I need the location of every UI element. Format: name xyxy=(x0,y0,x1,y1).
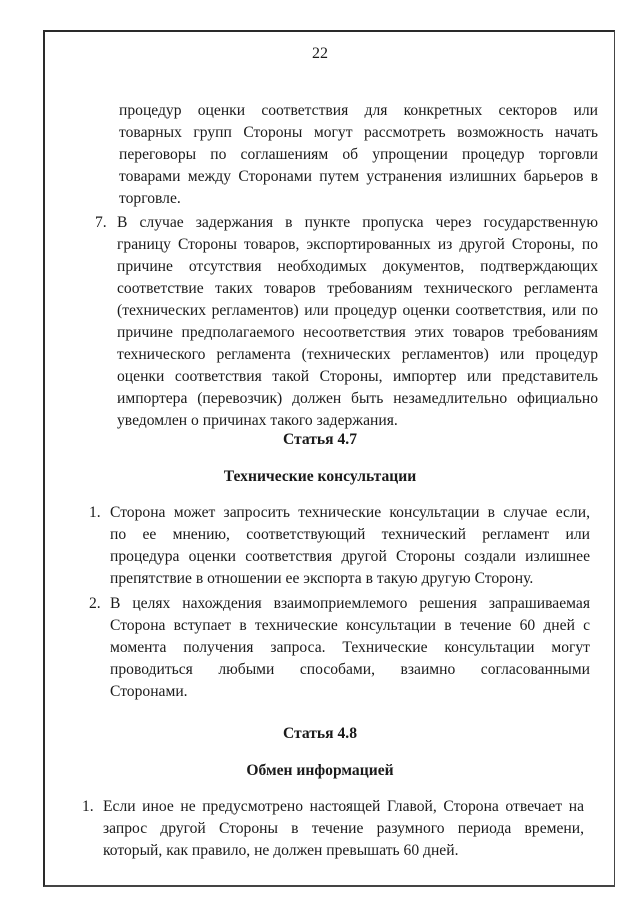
text-line: Сторонами. xyxy=(110,683,188,700)
article-subtitle: Обмен информацией xyxy=(246,762,394,779)
text-line: Сторона может запросить технические консультации в случае если, xyxy=(110,504,590,521)
text-line: В целях нахождения взаимоприемлемого решения запрашиваемая xyxy=(110,595,590,612)
text-line: препятствие в отношении ее экспорта в такую другую Сторону. xyxy=(110,570,534,587)
text-line: Сторона вступает в технические консультации в течение 60 дней с xyxy=(110,617,590,634)
text-line: соответствие таких товаров требованиям технического регламента xyxy=(117,280,598,297)
text-line: переговоры по соглашениям об упрощении процедур торговли xyxy=(119,146,598,163)
item-7-paragraph xyxy=(117,212,598,432)
item-number: 1. xyxy=(89,504,101,521)
text-line: Если иное не предусмотрено настоящей Главой, Сторона отвечает на xyxy=(103,798,584,815)
text-line: В случае задержания в пункте пропуска через государственную xyxy=(117,214,598,231)
text-line: запрос другой Стороны в течение разумного периода времени, xyxy=(103,820,584,837)
text-line: торговле. xyxy=(119,190,181,207)
article-title: Статья 4.8 xyxy=(282,725,358,742)
text-line: причине отсутствия необходимых документов, подтверждающих xyxy=(117,258,598,275)
article-subtitle: Технические консультации xyxy=(223,468,417,485)
text-line: процедур оценки соответствия для конкретных секторов или xyxy=(119,102,598,119)
text-line: технического регламента (технических регламентов) или процедур xyxy=(117,346,598,363)
text-line: импортера (перевозчик) должен быть незамедлительно официально xyxy=(117,390,598,407)
article-4-8-item-1 xyxy=(103,796,584,862)
item-number: 1. xyxy=(82,798,94,815)
page-number: 22 xyxy=(312,45,328,62)
article-4-7-item-1 xyxy=(110,502,590,590)
intro-paragraph xyxy=(119,100,598,210)
text-line: причине предполагаемого несоответствия этих товаров требованиям xyxy=(117,324,598,341)
article-4-7-item-2 xyxy=(110,593,590,703)
text-line: товарных групп Стороны могут рассмотреть возможность начать xyxy=(119,124,598,141)
text-line: процедура оценки соответствия другой Стороны создали излишнее xyxy=(110,548,590,565)
text-line: проводиться любыми способами, взаимно согласованными xyxy=(110,661,590,678)
text-line: (технических регламентов) или процедур оценки соответствия, или по xyxy=(117,302,598,319)
text-line: оценки соответствия такой Стороны, импортер или представитель xyxy=(117,368,598,385)
text-line: товарами между Сторонами путем устранения излишних барьеров в xyxy=(119,168,598,185)
item-number: 2. xyxy=(89,595,101,612)
item-number: 7. xyxy=(95,214,107,231)
text-line: границу Стороны товаров, экспортированных из другой Стороны, по xyxy=(117,236,598,253)
text-line: момента получения запроса. Технические консультации могут xyxy=(110,639,590,656)
text-line: который, как правило, не должен превышать 60 дней. xyxy=(103,842,459,859)
text-line: по ее мнению, соответствующий технический регламент или xyxy=(110,526,590,543)
text-line: уведомлен о причинах такого задержания. xyxy=(117,412,398,429)
article-title: Статья 4.7 xyxy=(282,431,358,448)
